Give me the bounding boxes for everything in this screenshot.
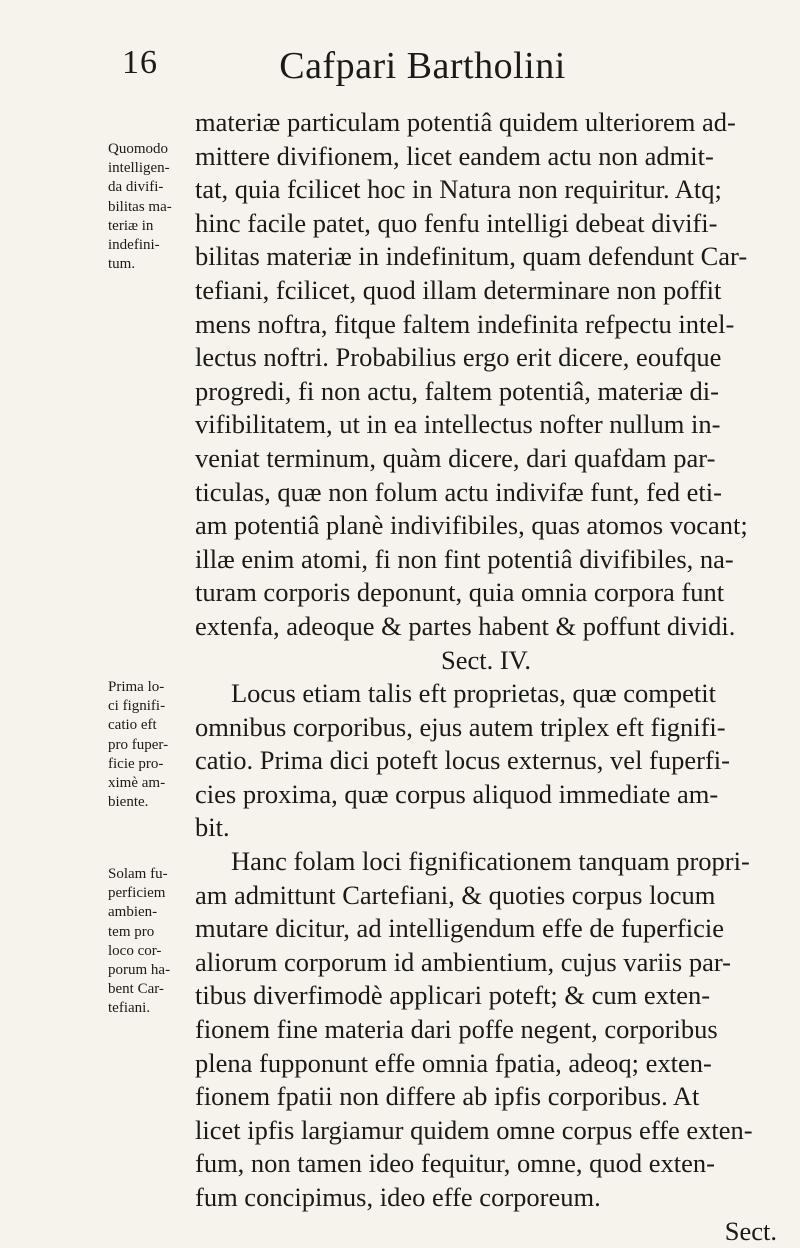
- running-head: [0, 44, 800, 88]
- text-line: fionem fine materia dari poffe negent, corporibus: [195, 1014, 718, 1045]
- marginal-line: catio eft: [108, 717, 157, 734]
- marginal-line: perficiem: [108, 885, 166, 902]
- marginal-line: porum ha-: [108, 961, 171, 978]
- text-line: mens noftra, fitque faltem indefinita refpectu intel-: [195, 308, 735, 339]
- marginal-line: Solam fu-: [108, 866, 168, 882]
- text-line: extenfa, adeoque & partes habent & poffunt dividi.: [195, 610, 736, 641]
- text-line: mittere divifionem, licet eandem actu non admit-: [195, 140, 714, 171]
- text-line: ticulas, quæ non folum actu indivifæ funt, fed eti-: [195, 476, 722, 507]
- marginal-line: Quomodo: [108, 141, 168, 157]
- text-line: tibus diverfimodè applicari poteft; & cum exten-: [195, 980, 711, 1011]
- text-line: bit.: [195, 812, 230, 843]
- marginal-note-2: [108, 678, 194, 812]
- text-line: illæ enim atomi, fi non fint potentiâ divifibiles, na-: [195, 543, 734, 574]
- marginal-line: indefini-: [108, 236, 160, 253]
- marginal-note-3: [108, 865, 194, 1019]
- text-line: plena fupponunt effe omnia fpatia, adeoq; exten-: [195, 1047, 712, 1078]
- marginal-line: loco cor-: [108, 942, 162, 959]
- page-number: 16: [122, 44, 158, 81]
- text-line: am admittunt Cartefiani, & quoties corpus locum: [195, 879, 716, 910]
- text-line: Hanc folam loci fignificationem tanquam propri-: [231, 846, 750, 877]
- text-line: aliorum corporum id ambientium, cujus variis par-: [195, 946, 731, 977]
- text-line: progredi, fi non actu, faltem potentiâ, materiæ di-: [195, 375, 719, 406]
- marginal-line: ficie pro-: [108, 755, 164, 772]
- text-line: catio. Prima dici poteft locus externus, vel fuperfi-: [195, 745, 730, 776]
- text-line: hinc facile patet, quo fenfu intelligi debeat divifi-: [195, 207, 718, 238]
- page-header: [0, 44, 800, 94]
- marginal-line: tum.: [108, 256, 136, 273]
- text-line: omnibus corporibus, ejus autem triplex eft fignifi-: [195, 711, 726, 742]
- catchword: Sect.: [724, 1215, 777, 1246]
- running-head-text: Cafpari Bartholini: [279, 45, 566, 87]
- text-line: tefiani, fcilicet, quod illam determinare non poffit: [195, 274, 722, 305]
- marginal-line: ci fignifi-: [108, 698, 166, 715]
- text-line: vifibilitatem, ut in ea intellectus nofter nullum in-: [195, 409, 721, 440]
- marginal-line: bent Car-: [108, 981, 164, 998]
- text-line: mutare dicitur, ad intelligendum effe de fuperficie: [195, 913, 724, 944]
- text-line: bilitas materiæ in indefinitum, quam defendunt Car-: [195, 241, 748, 272]
- marginal-line: teriæ in: [108, 217, 154, 234]
- marginal-line: tem pro: [108, 923, 155, 940]
- marginal-line: bilitas ma-: [108, 198, 172, 215]
- text-line: fum concipimus, ideo effe corporeum.: [195, 1182, 601, 1212]
- marginal-note-1: [108, 140, 194, 274]
- marginal-line: pro fuper-: [108, 736, 169, 753]
- marginal-line: biente.: [108, 794, 149, 811]
- text-line: lectus noftri. Probabilius ergo erit dicere, eoufque: [195, 342, 722, 373]
- marginal-line: ambien-: [108, 904, 158, 921]
- text-line: am potentiâ planè indivifibiles, quas atomos vocant;: [195, 510, 748, 541]
- text-line: Locus etiam talis eft proprietas, quæ competit: [231, 678, 716, 709]
- text-line: tat, quia fcilicet hoc in Natura non requiritur. Atq;: [195, 174, 722, 205]
- marginal-line: Prima lo-: [108, 679, 165, 695]
- text-line: cies proxima, quæ corpus aliquod immediate am-: [195, 778, 719, 809]
- marginal-line: da divifi-: [108, 179, 164, 196]
- section-heading: Sect. IV.: [440, 644, 532, 675]
- text-line: veniat terminum, quàm dicere, dari quafdam par-: [195, 442, 716, 473]
- text-line: fionem fpatii non differe ab ipfis corporibus. At: [195, 1081, 700, 1112]
- main-text: [195, 106, 777, 1248]
- text-line: materiæ particulam potentiâ quidem ulteriorem ad-: [195, 107, 736, 137]
- marginal-line: ximè am-: [108, 774, 166, 791]
- marginal-line: intelligen-: [108, 160, 170, 177]
- text-line: licet ipfis largiamur quidem omne corpus effe exten-: [195, 1114, 753, 1145]
- marginal-line: tefiani.: [108, 1000, 151, 1017]
- text-line: fum, non tamen ideo fequitur, omne, quod exten-: [195, 1148, 715, 1179]
- text-line: turam corporis deponunt, quia omnia corpora funt: [195, 577, 725, 608]
